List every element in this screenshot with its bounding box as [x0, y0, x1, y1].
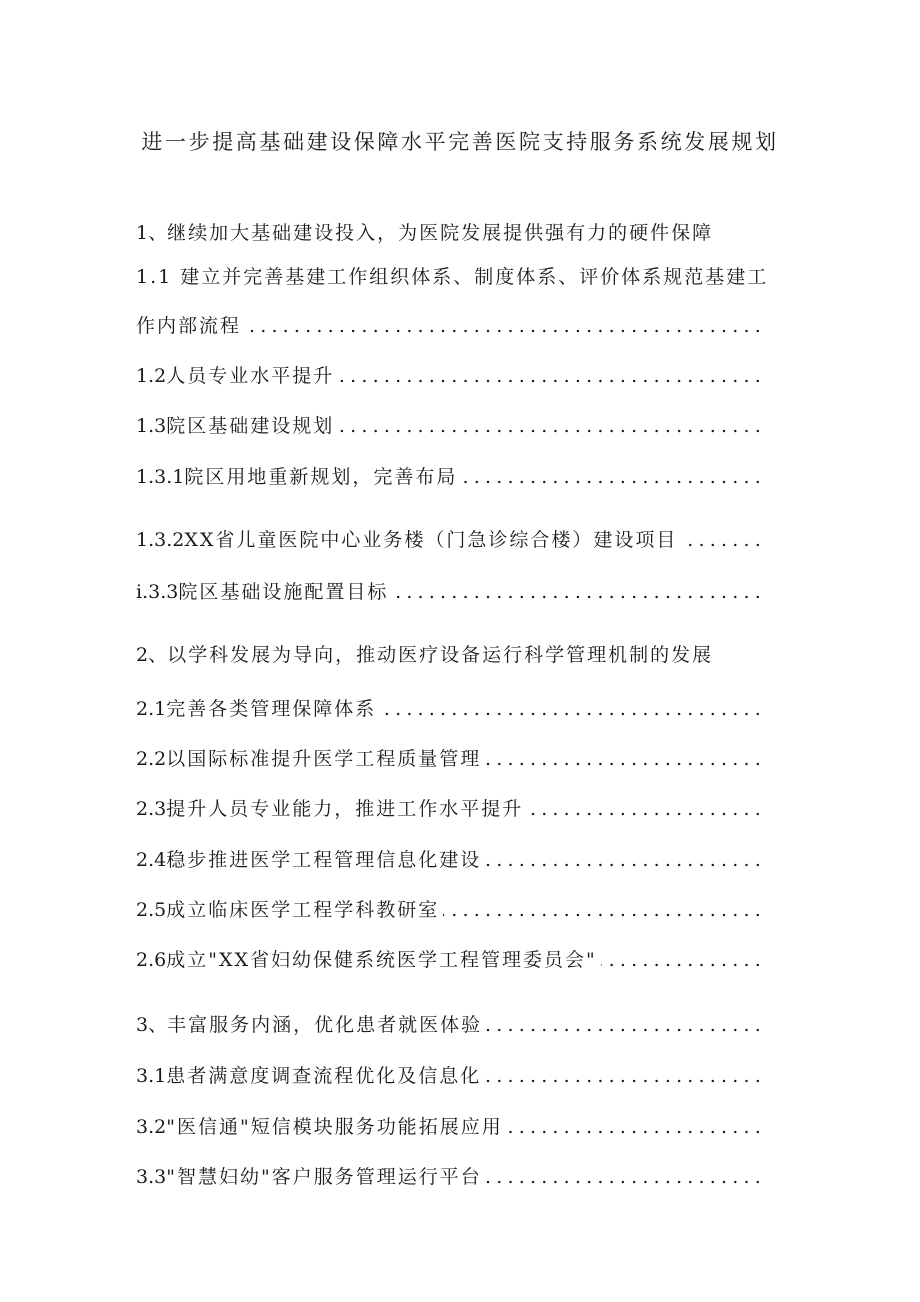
toc-entry-3-1	[136, 1064, 766, 1088]
toc-entry-2-2	[136, 747, 766, 771]
dot-leader	[486, 1165, 766, 1189]
toc-entry-2-4	[136, 848, 766, 872]
dot-leader	[338, 414, 766, 438]
toc-entry-1-3-2	[136, 528, 766, 552]
toc-entry-2	[136, 643, 766, 667]
dot-leader	[507, 1115, 766, 1139]
toc-text: 院区基础建设规划	[166, 415, 335, 437]
toc-number: 1.3.1	[136, 466, 185, 488]
toc-number: 1.3.2	[136, 529, 185, 551]
toc-number: 1、	[136, 222, 168, 244]
toc-number: 3.3	[136, 1166, 167, 1188]
toc-number: 1.1	[136, 266, 173, 288]
dot-leader	[485, 747, 766, 771]
toc-text: 院区基础设施配置目标	[178, 581, 389, 603]
dot-leader	[601, 948, 766, 972]
toc-number: 3.2	[136, 1116, 167, 1138]
dot-leader	[392, 580, 766, 604]
toc-text: 人员专业水平提升	[166, 365, 335, 387]
toc-text: XX省儿童医院中心业务楼（门急诊综合楼）建设项目	[184, 529, 678, 551]
toc-number: 2.1	[136, 698, 167, 720]
toc-entry-1-3	[136, 414, 766, 438]
toc-text: 以学科发展为导向，推动医疗设备运行科学管理机制的发展	[167, 644, 714, 666]
toc-number: 1.2	[136, 365, 167, 387]
toc-number: 2、	[136, 644, 168, 666]
dot-leader	[681, 528, 766, 552]
toc-entry-2-3	[136, 797, 766, 821]
toc-number: 2.5	[136, 899, 167, 921]
dot-leader	[485, 1064, 766, 1088]
toc-text: 完善各类管理保障体系	[166, 698, 377, 720]
toc-entry-2-1	[136, 697, 766, 721]
dot-leader	[486, 1013, 766, 1037]
toc-number: 2.4	[136, 849, 167, 871]
toc-text: 成立"XX省妇幼保健系统医学工程管理委员会"	[166, 949, 597, 971]
document-title: 进一步提高基础建设保障水平完善医院支持服务系统发展规划	[141, 130, 779, 154]
dot-leader	[380, 697, 766, 721]
toc-text: 建立并完善基建工作组织体系、制度体系、评价体系规范基建工	[180, 266, 769, 288]
toc-entry-3	[136, 1013, 766, 1037]
toc-number: 3、	[136, 1014, 168, 1036]
toc-entry-1-3-3	[136, 580, 766, 604]
toc-entry-1-1-line1	[136, 265, 786, 289]
toc-entry-1-3-1	[136, 465, 766, 489]
toc-number: i.3.3	[136, 581, 179, 603]
dot-leader	[443, 898, 766, 922]
toc-entry-1	[136, 221, 766, 245]
toc-text: 继续加大基础建设投入，为医院发展提供强有力的硬件保障	[167, 222, 714, 244]
toc-entry-2-5	[136, 898, 766, 922]
dot-leader	[461, 465, 766, 489]
toc-number: 2.2	[136, 748, 167, 770]
toc-text: 以国际标准提升医学工程质量管理	[166, 748, 482, 770]
toc-text-continued: 作内部流程	[136, 315, 242, 337]
toc-text: "医信通"短信模块服务功能拓展应用	[166, 1116, 503, 1138]
toc-text: 成立临床医学工程学科教研室	[166, 899, 440, 921]
toc-number: 3.1	[136, 1065, 167, 1087]
toc-entry-3-2	[136, 1115, 766, 1139]
toc-text: 稳步推进医学工程管理信息化建设	[166, 849, 482, 871]
dot-leader	[245, 314, 766, 338]
toc-text: 院区用地重新规划，完善布局	[184, 466, 458, 488]
toc-entry-1-2	[136, 364, 766, 388]
toc-entry-2-6	[136, 948, 766, 972]
toc-number: 1.3	[136, 415, 167, 437]
toc-text: 提升人员专业能力，推进工作水平提升	[166, 798, 524, 820]
dot-leader	[338, 364, 766, 388]
toc-text: 丰富服务内涵，优化患者就医体验	[167, 1014, 483, 1036]
toc-text: 患者满意度调查流程优化及信息化	[166, 1065, 482, 1087]
toc-text: "智慧妇幼"客户服务管理运行平台	[166, 1166, 482, 1188]
dot-leader	[485, 848, 766, 872]
toc-entry-1-1-line2	[136, 314, 766, 338]
toc-number: 2.3	[136, 798, 167, 820]
toc-number: 2.6	[136, 949, 167, 971]
dot-leader	[527, 797, 766, 821]
toc-entry-3-3	[136, 1165, 766, 1189]
